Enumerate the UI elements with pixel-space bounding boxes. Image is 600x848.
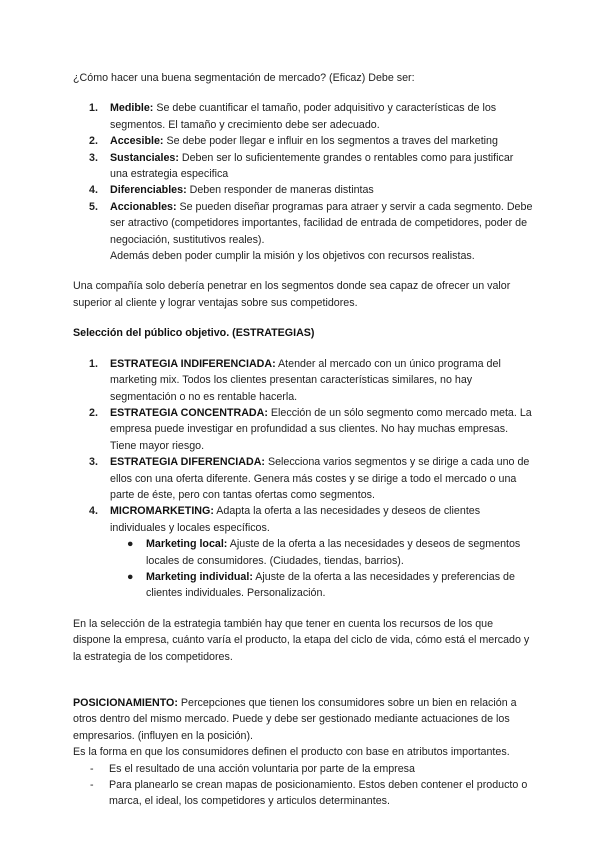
- positioning-definition: POSICIONAMIENTO: Percepciones que tienen los consumidores sobre un bien en relación a otros dentro del mismo mercado. Puede y debe ser gestionado mediante actuaciones de los empresarios. (influyen en la posición).: [73, 697, 517, 742]
- criteria-item: 5. Accionables: Se pueden diseñar programas para atraer y servir a cada segmento. Debe ser atractivo (competidores importantes, facilidad de entrada de competidores, poder de negociación, sustitutivos reales). Además deben poder cumplir la misión y los objetivos con recursos realistas.: [89, 200, 533, 263]
- criteria-item: 4. Diferenciables: Deben responder de maneras distintas: [89, 184, 374, 197]
- paragraph-value: Una compañía solo debería penetrar en los segmentos donde sea capaz de ofrecer un valor superior al cliente y lograr ventajas sobre sus competidores.: [73, 280, 511, 309]
- criteria-item: 1. Medible: Se debe cuantificar el tamaño, poder adquisitivo y características de los segmentos. El tamaño y crecimiento debe ser adecuado.: [89, 102, 497, 131]
- criteria-item: 3. Sustanciales: Deben ser lo suficientemente grandes o rentables como para justificar una estrategia especifica: [89, 151, 514, 181]
- micromarketing-item: ● Marketing individual: Ajuste de la oferta a las necesidades y preferencias de clientes individuales. Personalización.: [127, 570, 515, 600]
- strategy-item: 4. MICROMARKETING: Adapta la oferta a las necesidades y deseos de clientes individuales y locales específicos.: [89, 505, 481, 534]
- paragraph-strategy-selection: En la selección de la estrategia también hay que tener en cuenta los recursos de los que dispone la empresa, cuánto varía el producto, la etapa del ciclo de vida, cómo está el mercado y la estrategia de los competidores.: [73, 617, 530, 663]
- micromarketing-list: [73, 536, 533, 602]
- document-body: [73, 70, 533, 810]
- section-heading: Selección del público objetivo. (ESTRATEGIAS): [73, 327, 315, 340]
- positioning-point: - Para planearlo se crean mapas de posicionamiento. Estos deben contener el producto o marca, el ideal, los competidores y articulos determinantes.: [90, 779, 528, 808]
- positioning-point: - Es el resultado de una acción voluntaria por parte de la empresa: [90, 762, 415, 775]
- intro-question: ¿Cómo hacer una buena segmentación de mercado? (Eficaz) Debe ser:: [73, 72, 415, 84]
- positioning-points-list: [73, 761, 533, 810]
- strategy-item: 3. ESTRATEGIA DIFERENCIADA: Selecciona varios segmentos y se dirige a cada uno de ellos con una oferta diferente. Genera más costes y se dirige a todo el mercado o una parte de éste, pero con tantas ofertas como segmentos.: [89, 456, 530, 501]
- criteria-extra-note: Además deben poder cumplir la misión y los objetivos con recursos realistas.: [110, 250, 475, 263]
- micromarketing-item: ● Marketing local: Ajuste de la oferta a las necesidades y deseos de segmentos locales de consumidores. (Ciudades, tiendas, barrios).: [127, 538, 521, 567]
- positioning-line: Es la forma en que los consumidores definen el producto con base en atributos importantes.: [73, 746, 510, 759]
- segmentation-criteria-list: [73, 100, 533, 264]
- strategy-item: 2. ESTRATEGIA CONCENTRADA: Elección de un sólo segmento como mercado meta. La empresa puede investigar en profundidad a sus clientes. No hay muchas empresas. Tiene mayor riesgo.: [89, 406, 532, 452]
- strategies-list: [73, 356, 533, 536]
- strategy-item: 1. ESTRATEGIA INDIFERENCIADA: Atender al mercado con un único programa del marketing mix. Todos los clientes presentan características similares, no hay segmentación o no es rentable hacerla.: [89, 357, 501, 403]
- criteria-item: 2. Accesible: Se debe poder llegar e influir en los segmentos a traves del marketing: [89, 135, 498, 148]
